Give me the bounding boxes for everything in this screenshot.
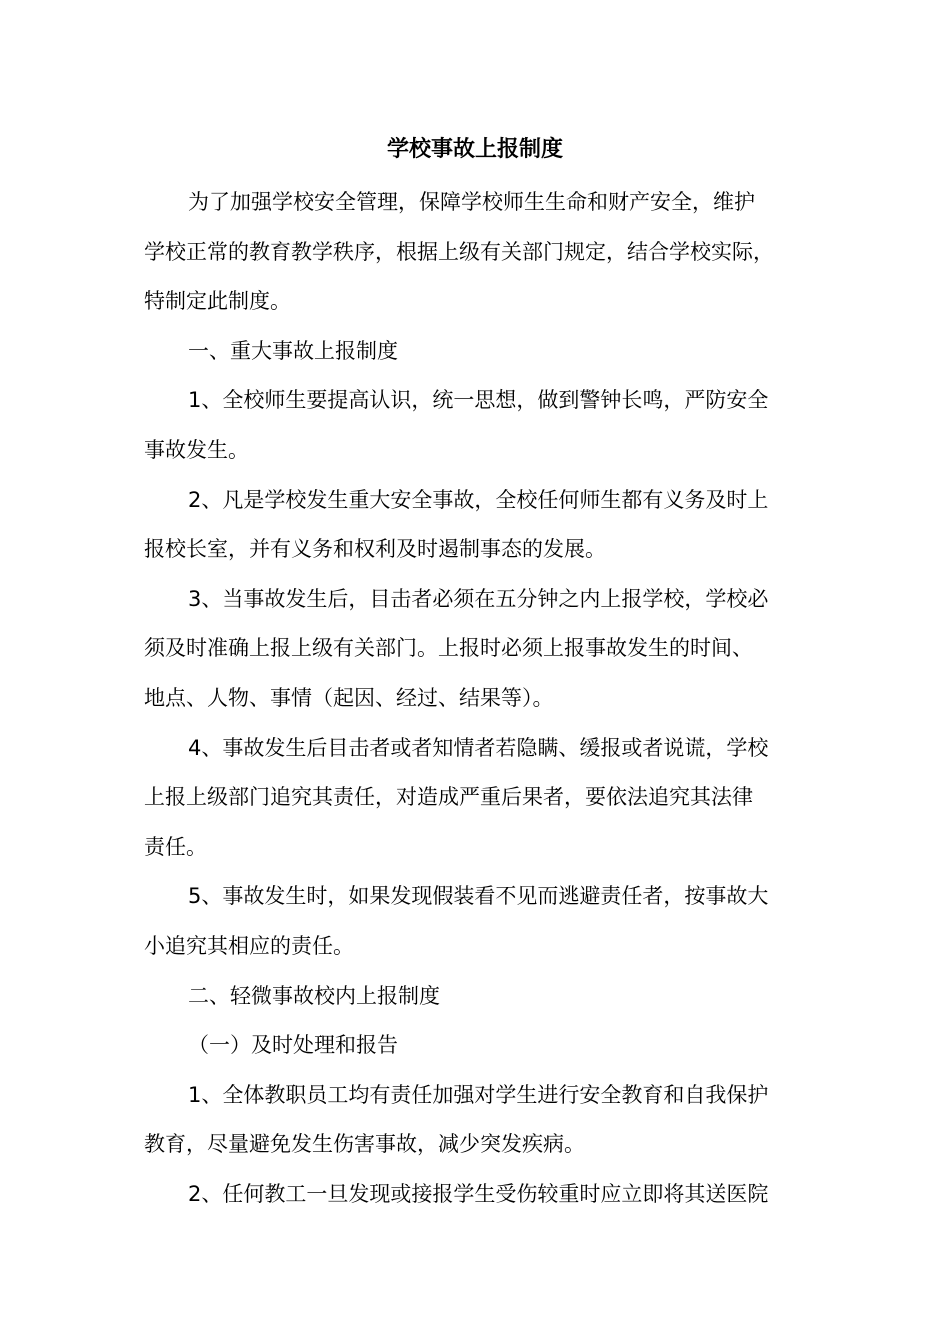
paragraph xyxy=(144,724,830,873)
paragraph-line: 事故发生。 xyxy=(144,437,249,462)
paragraph-line: 1、全体教职员工均有责任加强对学生进行安全教育和自我保护 xyxy=(188,1082,769,1107)
paragraph xyxy=(144,972,830,1022)
paragraph-line: 一、重大事故上报制度 xyxy=(188,338,398,363)
paragraph xyxy=(144,1071,830,1170)
paragraph-line: 地点、人物、事情（起因、经过、结果等）。 xyxy=(144,685,554,710)
paragraph-line: 2、凡是学校发生重大安全事故，全校任何师生都有义务及时上 xyxy=(188,487,769,512)
document-title: 学校事故上报制度 xyxy=(386,137,563,162)
paragraph xyxy=(144,476,830,575)
paragraph-line: 报校长室，并有义务和权利及时遏制事态的发展。 xyxy=(144,537,606,562)
paragraph xyxy=(144,575,830,724)
paragraph-line: 二、轻微事故校内上报制度 xyxy=(188,983,440,1008)
paragraph-line: 须及时准确上报上级有关部门。上报时必须上报事故发生的时间、 xyxy=(144,636,753,661)
paragraph-line: 上报上级部门追究其责任，对造成严重后果者，要依法追究其法律 xyxy=(144,785,753,810)
paragraph xyxy=(144,376,830,475)
paragraph xyxy=(144,178,830,327)
paragraph-line: 1、全校师生要提高认识，统一思想，做到警钟长鸣，严防安全 xyxy=(188,388,769,413)
paragraph xyxy=(144,1170,830,1220)
paragraph-line: 3、当事故发生后，目击者必须在五分钟之内上报学校，学校必 xyxy=(188,586,769,611)
paragraph-line: 4、事故发生后目击者或者知情者若隐瞒、缓报或者说谎，学校 xyxy=(188,735,769,760)
paragraph-line: 特制定此制度。 xyxy=(144,289,291,314)
paragraph-line: （一）及时处理和报告 xyxy=(188,1033,398,1058)
paragraph-line: 为了加强学校安全管理，保障学校师生生命和财产安全，维护 xyxy=(188,190,755,214)
paragraph-line: 2、任何教工一旦发现或接报学生受伤较重时应立即将其送医院 xyxy=(188,1181,769,1206)
paragraph xyxy=(144,1021,830,1071)
paragraph-line: 责任。 xyxy=(144,834,207,859)
paragraph-line: 学校正常的教育教学秩序，根据上级有关部门规定，结合学校实际， xyxy=(144,239,774,264)
paragraph-line: 教育，尽量避免发生伤害事故，减少突发疾病。 xyxy=(144,1132,585,1157)
paragraph xyxy=(144,872,830,971)
paragraph xyxy=(144,327,830,377)
paragraph-line: 小追究其相应的责任。 xyxy=(144,933,354,958)
paragraph-line: 5、事故发生时，如果发现假装看不见而逃避责任者，按事故大 xyxy=(188,884,769,909)
document-body xyxy=(144,178,830,1219)
